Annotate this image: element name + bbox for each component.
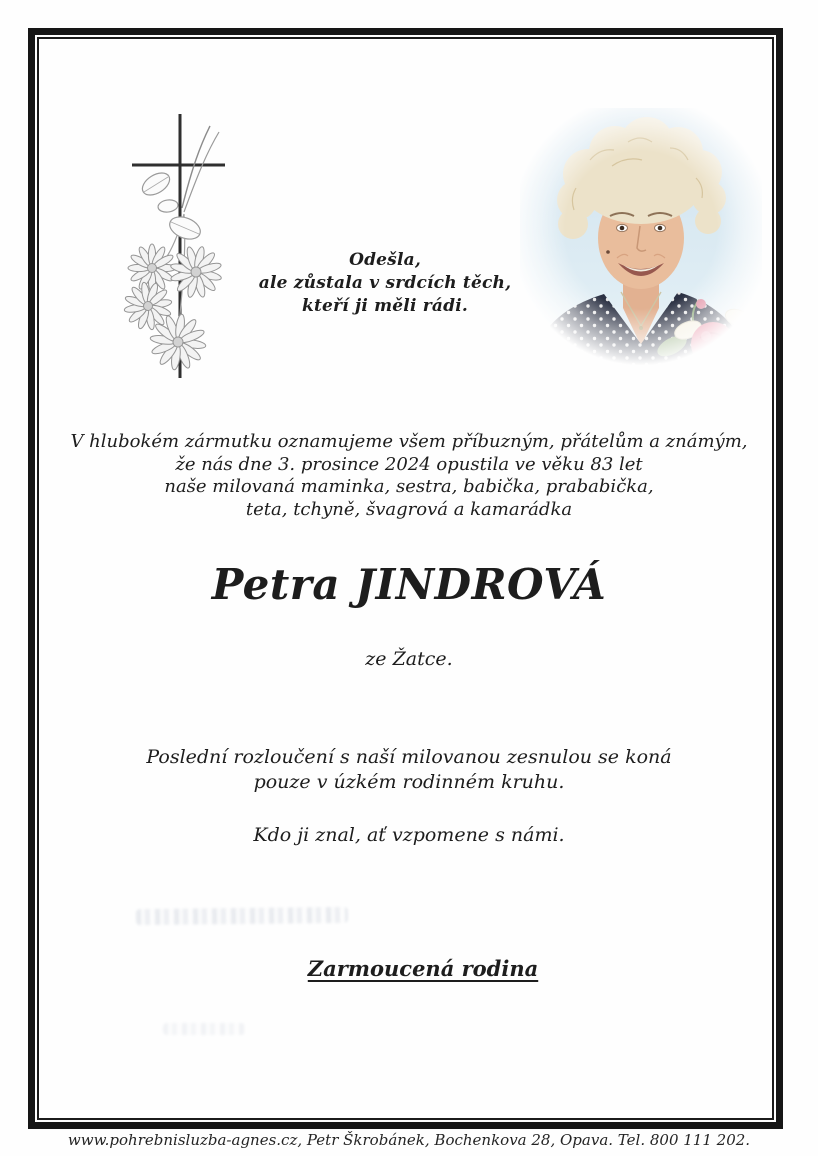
memorial-motto xyxy=(230,249,540,318)
scan-artifact-smudge xyxy=(163,1023,245,1035)
announcement-line: V hlubokém zármutku oznamujeme všem příbuzným, přátelům a známým, xyxy=(70,431,748,452)
portrait-photo xyxy=(520,108,762,368)
announcement-line: teta, tchyně, švagrová a kamarádka xyxy=(245,498,573,520)
announcement-line: že nás dne 3. prosince 2024 opustila ve věku 83 let xyxy=(175,453,643,475)
motto-line: Odešla, xyxy=(349,250,421,270)
motto-line: kteří ji měli rádi. xyxy=(302,296,468,316)
deceased-origin: ze Žatce. xyxy=(365,648,453,670)
scan-artifact-smudge xyxy=(136,907,348,925)
farewell-line: pouze v úzkém rodinném kruhu. xyxy=(253,771,565,793)
remembrance-line: Kdo ji znal, ať vzpomene s námi. xyxy=(253,824,565,846)
deceased-name: Petra JINDROVÁ xyxy=(211,560,607,609)
signature-text: Zarmoucená rodina xyxy=(307,956,539,981)
funeral-service-footer: www.pohrebnisluzba-agnes.cz, Petr Škrobánek, Bochenkova 28, Opava. Tel. 800 111 202. xyxy=(67,1131,751,1149)
announcement-line: naše milovaná maminka, sestra, babička, prababička, xyxy=(164,476,654,497)
farewell-line: Poslední rozloučení s naší milovanou zesnulou se koná xyxy=(146,746,672,768)
mourning-family-signature xyxy=(14,956,818,981)
farewell-paragraph xyxy=(0,745,818,795)
announcement-paragraph xyxy=(0,431,818,521)
motto-line: ale zůstala v srdcích těch, xyxy=(258,273,512,293)
